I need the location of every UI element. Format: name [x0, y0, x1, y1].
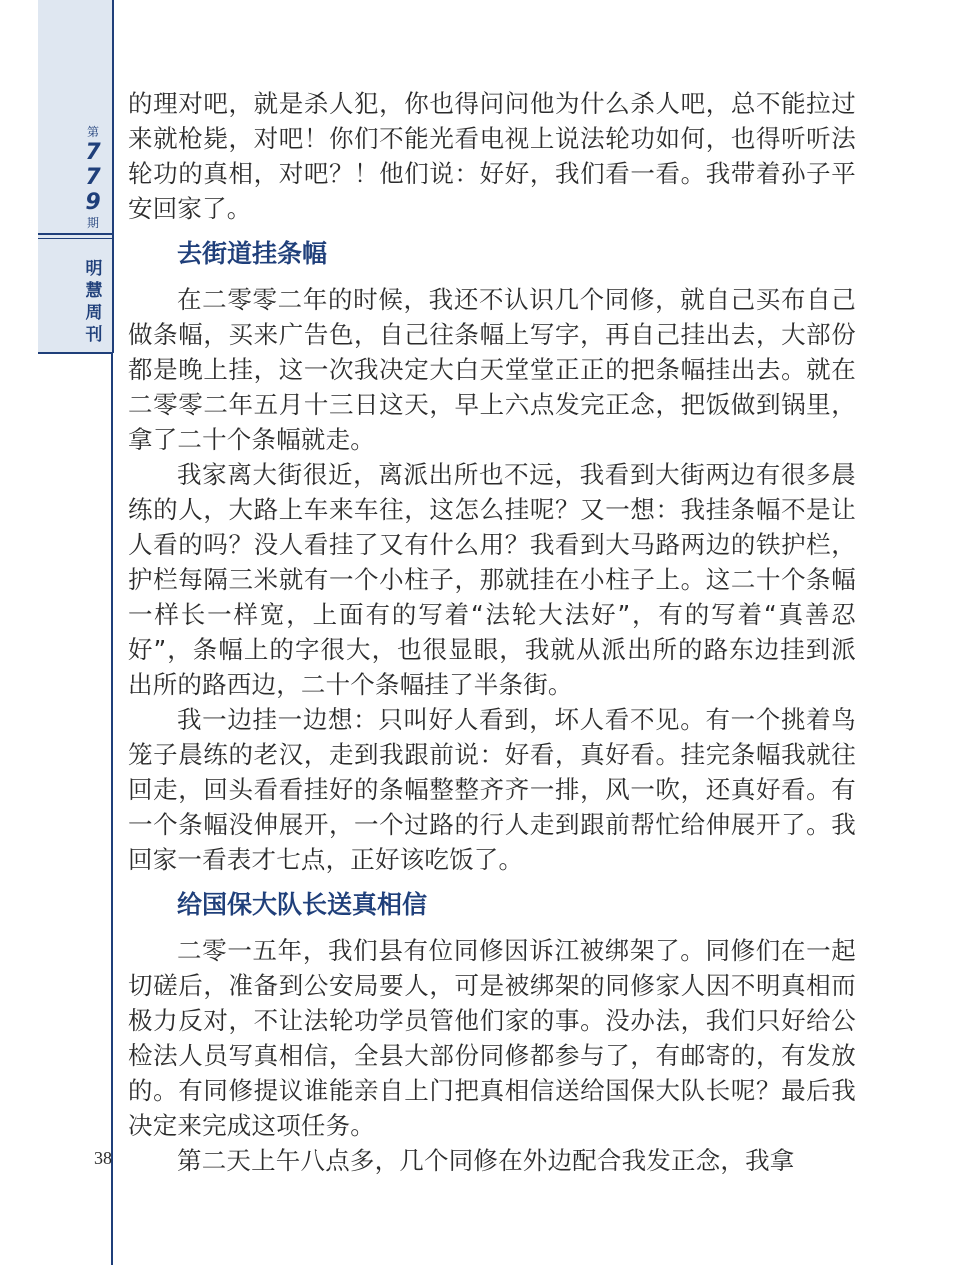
- issue-prefix: 第: [86, 125, 99, 139]
- magazine-name-char: 慧: [85, 281, 103, 301]
- sidebar-divider: [38, 233, 112, 235]
- section-heading: 给国保大队长送真相信: [177, 890, 428, 919]
- issue-digit: 9: [85, 190, 101, 215]
- article-body: [128, 86, 856, 1178]
- sidebar-divider: [38, 352, 112, 354]
- magazine-name-char: 明: [85, 259, 103, 279]
- paragraph: 二零一五年，我们县有位同修因诉江被绑架了。同修们在一起切磋后，准备到公安局要人，可是被绑架的同修家人因不明真相而极力反对，不让法轮功学员管他们家的事。没办法，我们只好给公检法人员写真相信，全县大部份同修都参与了，有邮寄的，有发放的。有同修提议谁能亲自上门把真相信送给国保大队长呢？最后我决定来完成这项任务。: [128, 936, 856, 1140]
- issue-number: [78, 124, 108, 231]
- paragraph: 第二天上午八点多，几个同修在外边配合我发正念，我拿: [177, 1146, 795, 1175]
- paragraph: 我家离大街很近，离派出所也不远，我看到大街两边有很多晨练的人，大路上车来车往，这怎么挂呢？又一想：我挂条幅不是让人看的吗？没人看挂了又有什么用？我看到大马路两边的铁护栏，护栏每隔三米就有一个小柱子，那就挂在小柱子上。这二十个条幅一样长一样宽，上面有的写着“法轮大法好”，有的写着“真善忍好”，条幅上的字很大，也很显眼，我就从派出所的路东边挂到派出所的路西边，二十个条幅挂了半条街。: [128, 460, 856, 699]
- issue-digit: 7: [85, 165, 101, 190]
- section-heading: 去街道挂条幅: [177, 239, 328, 268]
- paragraph: 我一边挂一边想：只叫好人看到，坏人看不见。有一个挑着鸟笼子晨练的老汉，走到我跟前说：好看，真好看。挂完条幅我就往回走，回头看看挂好的条幅整整齐齐一排，风一吹，还真好看。有一个条幅没伸展开，一个过路的行人走到跟前帮忙给伸展开了。我回家一看表才七点，正好该吃饭了。: [128, 705, 856, 874]
- paragraph: 在二零零二年的时候，我还不认识几个同修，就自己买布自己做条幅，买来广告色，自己往条幅上写字，再自己挂出去，大部份都是晚上挂，这一次我决定大白天堂堂正正的把条幅挂出去。就在二零零二年五月十三日这天，早上六点发完正念，把饭做到锅里，拿了二十个条幅就走。: [128, 285, 856, 454]
- issue-suffix: 期: [86, 216, 99, 230]
- page-number: 38: [94, 1148, 112, 1168]
- magazine-name: [80, 258, 108, 346]
- margin-rule: [111, 353, 113, 1265]
- sidebar-divider: [38, 238, 112, 239]
- magazine-name-char: 周: [85, 303, 103, 323]
- paragraph: 的理对吧，就是杀人犯，你也得问问他为什么杀人吧，总不能拉过来就枪毙，对吧！你们不能光看电视上说法轮功如何，也得听听法轮功的真相，对吧？！他们说：好好，我们看一看。我带着孙子平安回家了。: [128, 89, 856, 223]
- issue-digit: 7: [85, 140, 101, 165]
- magazine-name-char: 刊: [85, 325, 103, 345]
